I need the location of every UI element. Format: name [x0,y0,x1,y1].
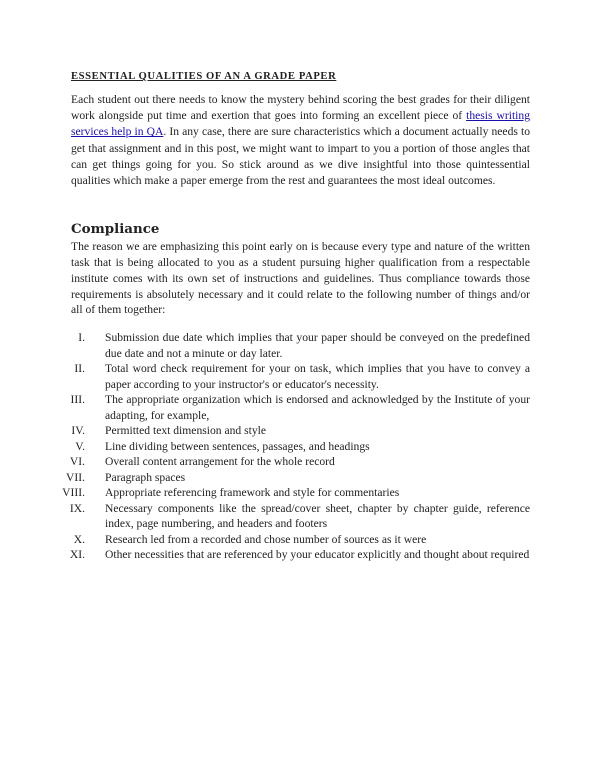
list-item [71,361,530,392]
list-numeral: IX. [69,501,85,515]
intro-text-before-link: Each student out there needs to know the mystery behind scoring the best grades for their diligent work alongside put time and exertion that goes into forming an excellent piece of [71,93,530,123]
list-item [71,501,530,532]
list-numeral: XI. [69,548,85,562]
list-item-text: Paragraph spaces [105,470,186,484]
list-item [71,454,530,470]
list-item [71,532,530,548]
list-item-text: Total word check requirement for your on task, which implies that you have to convey a paper according to your instructor's or educator's necessity. [105,362,530,391]
list-numeral: VII. [66,470,85,484]
intro-text-after-link: . In any case, there are sure characteristics which a document actually needs to get that assignment and in this post, we might want to impart to you a portion of those angles that can get things going for you. So stick around as we dive insightful into those quintessential qualities which make a paper emerge from the rest and guarantees the most ideal outcomes. [71,125,530,188]
list-item-text: Overall content arrangement for the whole record [105,455,335,469]
list-item-text: Appropriate referencing framework and style for commentaries [105,486,400,500]
requirements-list [62,330,530,563]
list-numeral: VI. [69,455,85,469]
list-item-text: Permitted text dimension and style [105,424,266,438]
list-item-text: Line dividing between sentences, passages, and headings [105,439,370,453]
list-item-text: The appropriate organization which is endorsed and acknowledged by the Institute of your adapting, for example, [105,393,530,422]
list-numeral: I. [78,331,85,345]
list-item [71,423,530,439]
list-item-text: Research led from a recorded and chose number of sources as it were [105,532,427,546]
thesis-writing-services-link[interactable]: thesis writing services help in QA [71,109,530,139]
list-item-text: Submission due date which implies that your paper should be conveyed on the predefined due date and not a minute or day later. [105,331,530,360]
list-numeral: IV. [71,424,85,438]
list-numeral: II. [74,362,85,376]
list-item [71,547,530,563]
intro-paragraph [71,92,530,189]
document-title: ESSENTIAL QUALITIES OF AN A GRADE PAPER [71,71,337,82]
list-item [71,392,530,423]
document-page [62,70,530,563]
list-item [71,439,530,455]
section-heading-compliance: Compliance [71,221,160,238]
list-item [71,330,530,361]
list-item-text: Other necessities that are referenced by your educator explicitly and thought about required [105,548,530,562]
list-numeral: VIII. [62,486,85,500]
list-numeral: III. [70,393,85,407]
list-numeral: V. [75,439,85,453]
list-numeral: X. [73,532,85,546]
compliance-paragraph: The reason we are emphasizing this point early on is because every type and nature of the written task that is being allocated to you as a student pursuing higher qualification from a respectable institute comes with its own set of instructions and guidelines. Thus compliance towards those requirements is absolutely necessary and it could relate to the following number of things and/or all of them together: [71,240,530,317]
list-item [66,470,530,486]
list-item-text: Necessary components like the spread/cover sheet, chapter by chapter guide, reference index, page numbering, and headers and footers [105,501,530,531]
list-item [62,485,530,501]
